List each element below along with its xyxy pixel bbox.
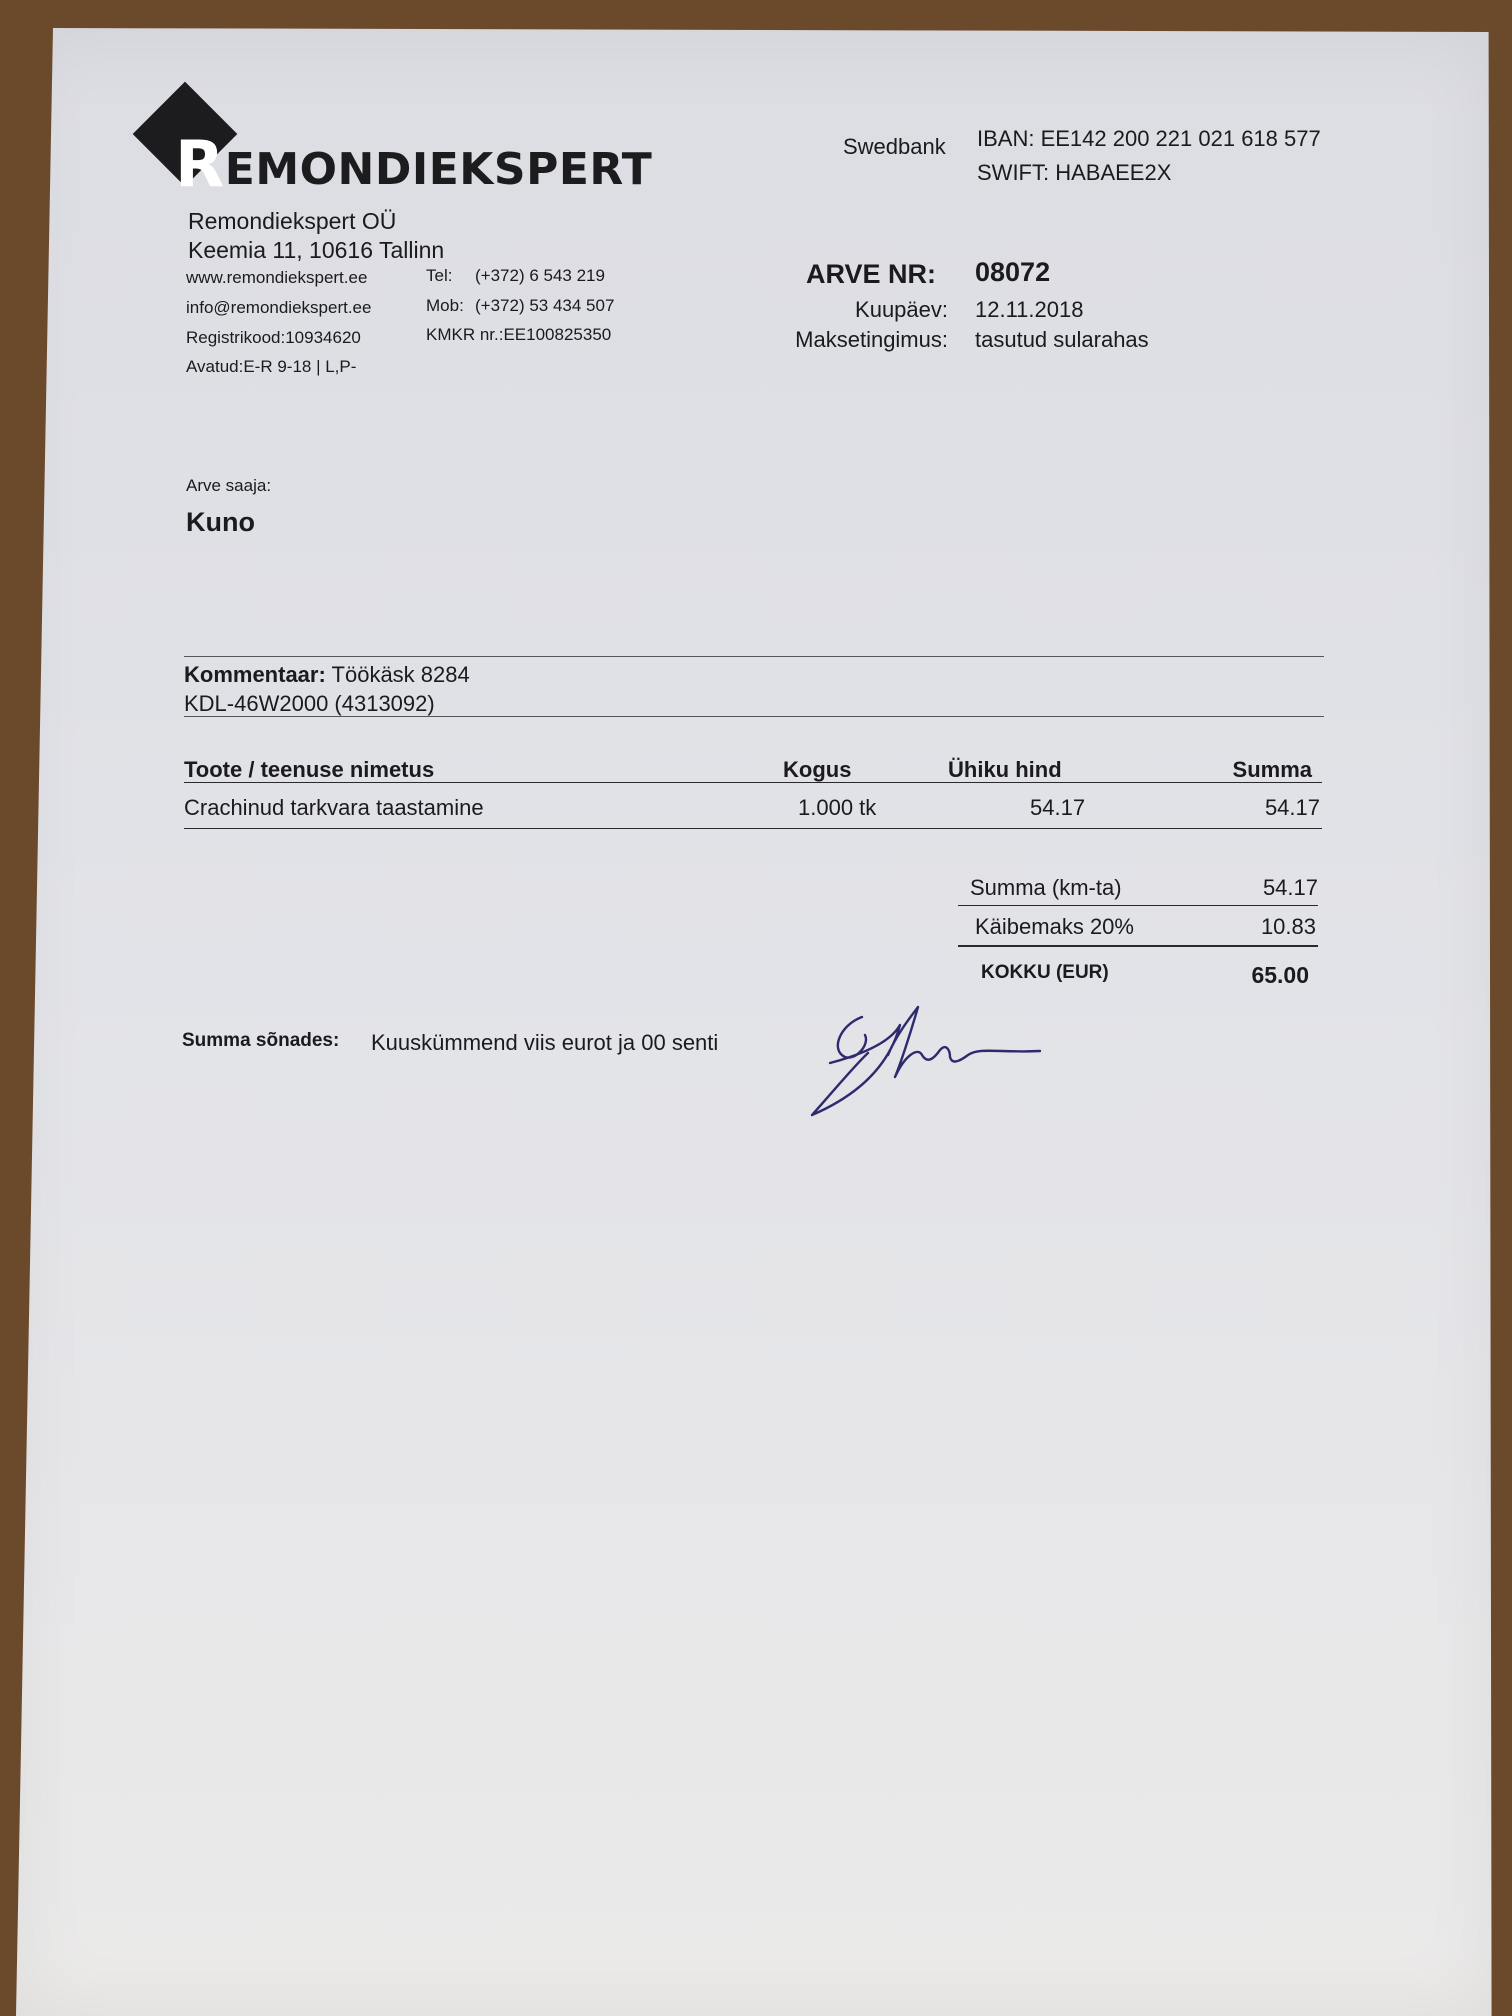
vat-rule	[958, 945, 1318, 947]
signature-icon	[800, 995, 1060, 1125]
company-logo	[175, 126, 652, 200]
col-header-qty: Kogus	[783, 757, 852, 782]
comment-work-order: Töökäsk 8284	[331, 662, 470, 687]
tel-number: (+372) 6 543 219	[475, 266, 605, 285]
mob-number: (+372) 53 434 507	[475, 296, 615, 315]
comment-line-1	[184, 662, 470, 688]
row-item-name: Crachinud tarkvara taastamine	[184, 795, 484, 820]
col-header-name: Toote / teenuse nimetus	[184, 757, 435, 782]
recipient-name: Kuno	[186, 507, 255, 537]
invoice-date: 12.11.2018	[975, 297, 1084, 322]
total-label: KOKKU (EUR)	[981, 962, 1109, 983]
company-name: Remondiekspert OÜ	[188, 208, 397, 234]
mob-label: Mob:	[426, 296, 464, 315]
invoice-paper	[16, 28, 1496, 2016]
company-email: info@remondiekspert.ee	[186, 298, 372, 317]
invoice-number: 08072	[975, 257, 1051, 287]
table-header-rule	[184, 782, 1322, 783]
bank-name: Swedbank	[843, 134, 946, 159]
invoice-number-label: ARVE NR:	[806, 259, 937, 289]
bank-swift: SWIFT: HABAEE2X	[977, 160, 1172, 185]
company-website: www.remondiekspert.ee	[186, 268, 368, 287]
col-header-unit-price: Ühiku hind	[948, 757, 1062, 782]
logo-rest: EMONDIEKSPERT	[224, 144, 653, 195]
table-bottom-rule	[184, 828, 1322, 829]
amount-in-words-label: Summa sõnades:	[182, 1030, 340, 1051]
total-value: 65.00	[1251, 962, 1309, 988]
invoice-date-label: Kuupäev:	[855, 297, 948, 322]
vat-number: KMKR nr.:EE100825350	[426, 325, 612, 344]
amount-in-words: Kuuskümmend viis eurot ja 00 senti	[371, 1030, 719, 1055]
payment-terms: tasutud sularahas	[975, 327, 1149, 352]
subtotal-rule	[958, 905, 1318, 906]
row-item-sum: 54.17	[1264, 795, 1320, 820]
subtotal-value: 54.17	[1262, 875, 1318, 900]
row-item-unit-price: 54.17	[1030, 795, 1086, 820]
comment-label: Kommentaar:	[184, 662, 326, 687]
tel-label: Tel:	[426, 266, 453, 285]
comment-line-2: KDL-46W2000 (4313092)	[184, 691, 435, 716]
logo-initial: R	[175, 128, 225, 202]
vat-value: 10.83	[1260, 914, 1316, 939]
subtotal-label: Summa (km-ta)	[970, 875, 1122, 900]
recipient-label: Arve saaja:	[186, 476, 272, 495]
bank-iban: IBAN: EE142 200 221 021 618 577	[977, 126, 1321, 151]
comment-top-rule	[184, 656, 1324, 657]
company-hours: Avatud:E-R 9-18 | L,P-	[186, 357, 357, 376]
row-item-qty: 1.000 tk	[798, 795, 877, 820]
company-address: Keemia 11, 10616 Tallinn	[188, 237, 445, 263]
comment-bottom-rule	[184, 716, 1324, 717]
payment-terms-label: Maksetingimus:	[795, 327, 948, 352]
company-reg-code: Registrikood:10934620	[186, 328, 361, 347]
vat-label: Käibemaks 20%	[975, 914, 1134, 939]
col-header-sum: Summa	[1232, 757, 1312, 782]
